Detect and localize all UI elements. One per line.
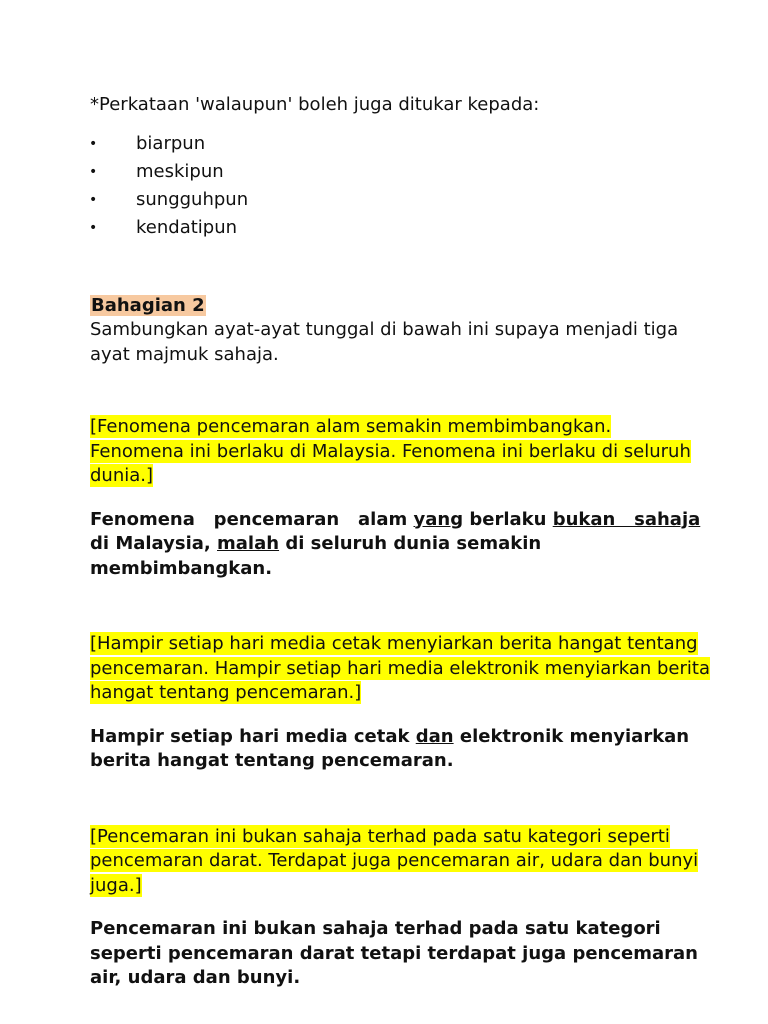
answer-text: di seluruh dunia semakin membimbangkan. xyxy=(90,533,542,579)
conjunction-underlined: bukan sahaja xyxy=(552,508,701,530)
conjunction-underlined: yang xyxy=(413,508,464,530)
alternatives-list xyxy=(90,130,710,242)
section-title: Bahagian 2 xyxy=(91,294,205,316)
list-item-label: sungguhpun xyxy=(136,188,249,210)
exercise-answer xyxy=(90,917,710,991)
conjunction-underlined: dan xyxy=(415,725,454,747)
answer-text: Fenomena pencemaran alam xyxy=(90,508,414,530)
document-page xyxy=(90,93,710,991)
bullet-icon: • xyxy=(89,191,98,208)
answer-text: di Malaysia, xyxy=(90,533,218,554)
list-item-label: biarpun xyxy=(136,132,206,154)
answer-text: Hampir setiap hari media cetak xyxy=(90,725,416,747)
exercise-answer xyxy=(90,508,710,582)
question-text: [Fenomena pencemaran alam semakin membimbangkan. Fenomena ini berlaku di Malaysia. Fenomena ini berlaku di seluruh dunia.] xyxy=(90,416,691,486)
answer-text: elektronik menyiarkan berita hangat tentang pencemaran. xyxy=(90,725,690,771)
conjunction-underlined: malah xyxy=(217,533,280,554)
answer-text: berlaku xyxy=(463,508,553,530)
list-item-label: kendatipun xyxy=(136,216,238,238)
section-heading xyxy=(90,294,710,319)
list-item xyxy=(90,214,710,242)
bullet-icon: • xyxy=(89,135,98,152)
exercise-question xyxy=(90,632,710,706)
exercise-answer xyxy=(90,725,710,774)
exercise-question xyxy=(90,415,710,489)
bullet-icon: • xyxy=(89,219,98,236)
list-item xyxy=(90,186,710,214)
question-text: [Pencemaran ini bukan sahaja terhad pada satu kategori seperti pencemaran darat. Terdapat juga pencemaran air, udara dan bunyi juga.] xyxy=(90,825,699,896)
exercise-question xyxy=(90,825,710,899)
list-item xyxy=(90,158,710,186)
section-instruction: Sambungkan ayat-ayat tunggal di bawah ini supaya menjadi tiga ayat majmuk sahaja. xyxy=(90,319,679,365)
list-item xyxy=(90,130,710,158)
bullet-icon: • xyxy=(89,163,98,180)
note-text: *Perkataan 'walaupun' boleh juga ditukar kepada: xyxy=(90,94,540,115)
answer-text: Pencemaran ini bukan sahaja terhad pada satu kategori seperti pencemaran darat tetapi terdapat juga pencemaran air, udara dan bunyi. xyxy=(90,918,698,988)
list-item-label: meskipun xyxy=(136,160,224,182)
question-text: [Hampir setiap hari media cetak menyiarkan berita hangat tentang pencemaran. Hampir setiap hari media elektronik menyiarkan berita hangat tentang pencemaran.] xyxy=(90,633,710,703)
